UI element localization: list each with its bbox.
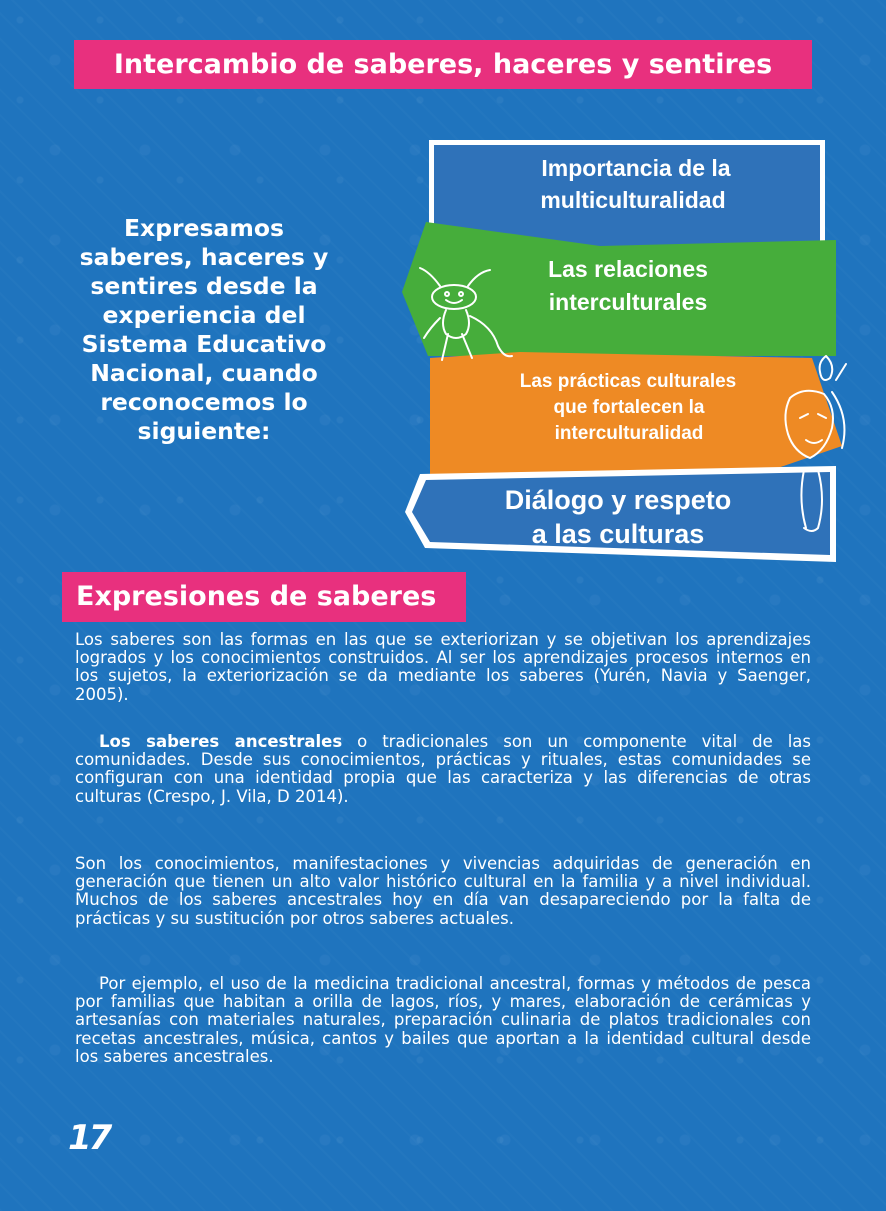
diagram-item-3-line3: interculturalidad <box>554 423 704 444</box>
diagram-item-3-line1: Las prácticas culturales <box>519 371 737 392</box>
paragraph-3: Son los conocimientos, manifestaciones y vivencias adquiridas de generación en generación que tienen un alto valor histórico cultural en la familia y a nivel individual. Muchos de los saberes ancestrales hoy en día van desapareciendo por la falta de prácticas y su sustitución por otros saberes actuales. <box>75 854 811 928</box>
page-number: 17 <box>68 1118 110 1158</box>
diagram-item-2-line1: Las relaciones <box>548 256 708 282</box>
diagram-item-2-line2: interculturales <box>548 289 708 315</box>
diagram-item-3-line2: que fortalecen la <box>553 397 705 418</box>
paragraph-4: Por ejemplo, el uso de la medicina tradicional ancestral, formas y métodos de pesca por familias que habitan a orilla de lagos, ríos, y mares, elaboración de cerámicas y artesanías con materiales naturales, preparación culinaria de platos tradicionales con recetas ancestrales, música, cantos y bailes que aportan a la identidad cultural desde los saberes ancestrales. <box>75 974 811 1066</box>
diagram-item-dialogo <box>405 466 836 562</box>
section-title: Expresiones de saberes <box>62 572 466 622</box>
diagram-item-1-line1: Importancia de la <box>541 155 731 181</box>
paragraph-1: Los saberes son las formas en las que se exteriorizan y se objetivan los aprendizajes logrados y los conocimientos construidos. Al ser los aprendizajes procesos internos en los sujetos, la exteriorización se da mediante los saberes (Yurén, Navia y Saenger, 2005). <box>75 630 811 704</box>
paragraph-2-rest: o tradicionales son un componente vital de las comunidades. Desde sus conocimientos, prácticas y rituales, estas comunidades se configuran con una identidad propia que las caracteriza y las diferencias de otras culturas (Crespo, J. Vila, D 2014). <box>75 732 811 806</box>
paragraph-2 <box>75 733 811 806</box>
diagram-item-1-line2: multiculturalidad <box>540 187 726 213</box>
page-title: Intercambio de saberes, haceres y sentires <box>74 40 812 89</box>
diagram-item-4-line1: Diálogo y respeto <box>504 485 732 515</box>
diagram-item-4-line2: a las culturas <box>531 519 705 549</box>
diagram-item-practicas <box>430 352 842 476</box>
paragraph-2-strong: Los saberes ancestrales <box>99 732 343 751</box>
intro-text: Expresamos saberes, haceres y sentires desde la experiencia del Sistema Educativo Nacional, cuando reconocemos lo siguiente: <box>79 214 329 445</box>
